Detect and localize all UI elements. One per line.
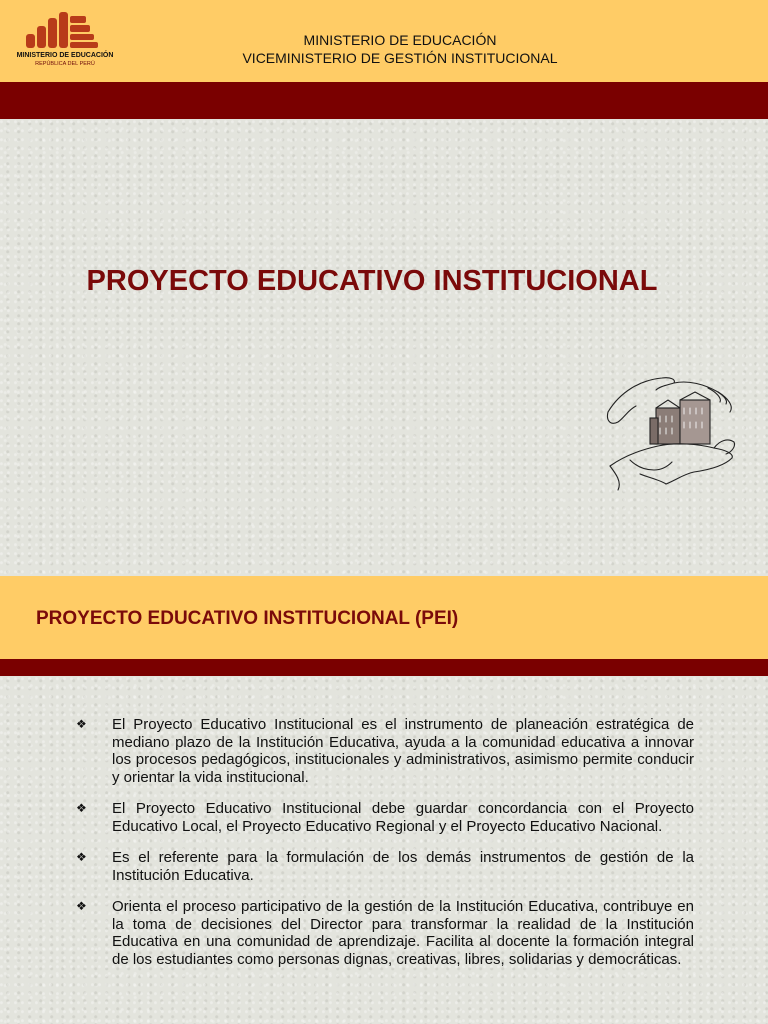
slide1-body bbox=[0, 119, 768, 576]
diamond-bullet-icon: ❖ bbox=[76, 899, 87, 913]
logo-text-ministry: MINISTERIO DE EDUCACIÓN bbox=[16, 52, 114, 59]
bullet-text: Orienta el proceso participativo de la gestión de la Institución Educativa, contribuye en la toma de decisiones del Director para transformar la realidad de la Institución Educativa en una comunidad de aprendizaje. Facilita al docente la formación integral de los estudiantes como personas dignas, creativas, libres, solidarias y democráticas. bbox=[112, 898, 694, 968]
diamond-bullet-icon: ❖ bbox=[76, 801, 87, 815]
list-item bbox=[76, 898, 694, 968]
slide1-red-band bbox=[0, 82, 768, 119]
bullet-text: Es el referente para la formulación de los demás instrumentos de gestión de la Institución Educativa. bbox=[112, 849, 694, 884]
slide2-red-band bbox=[0, 659, 768, 676]
ministry-heading bbox=[200, 31, 600, 67]
logo-text-country: REPÚBLICA DEL PERÚ bbox=[35, 61, 95, 67]
list-item bbox=[76, 716, 694, 786]
diamond-bullet-icon: ❖ bbox=[76, 717, 87, 731]
bullet-text: El Proyecto Educativo Institucional es el instrumento de planeación estratégica de mediano plazo de la Institución Educativa, ayuda a la comunidad educativa a innovar los procesos pedagógicos, institucionales y administrativos, asimismo permite conducir y orientar la vida institucional. bbox=[112, 716, 694, 786]
list-item bbox=[76, 800, 694, 835]
slide1-header-band bbox=[0, 0, 768, 82]
bullet-text: El Proyecto Educativo Institucional debe guardar concordancia con el Proyecto Educativo Local, el Proyecto Educativo Regional y el Proyecto Educativo Nacional. bbox=[112, 800, 694, 835]
ministry-books-logo-icon bbox=[26, 12, 102, 50]
ministry-line-1: MINISTERIO DE EDUCACIÓN bbox=[303, 32, 497, 48]
diamond-bullet-icon: ❖ bbox=[76, 850, 87, 864]
hands-holding-school-icon bbox=[600, 370, 740, 495]
pei-bullet-list bbox=[76, 716, 694, 982]
slide2-title: PROYECTO EDUCATIVO INSTITUCIONAL (PEI) bbox=[36, 608, 459, 629]
ministry-line-2: VICEMINISTERIO DE GESTIÓN INSTITUCIONAL bbox=[242, 50, 558, 66]
ministry-logo bbox=[10, 12, 120, 72]
list-item bbox=[76, 849, 694, 884]
slide1-title: PROYECTO EDUCATIVO INSTITUCIONAL bbox=[86, 265, 658, 297]
